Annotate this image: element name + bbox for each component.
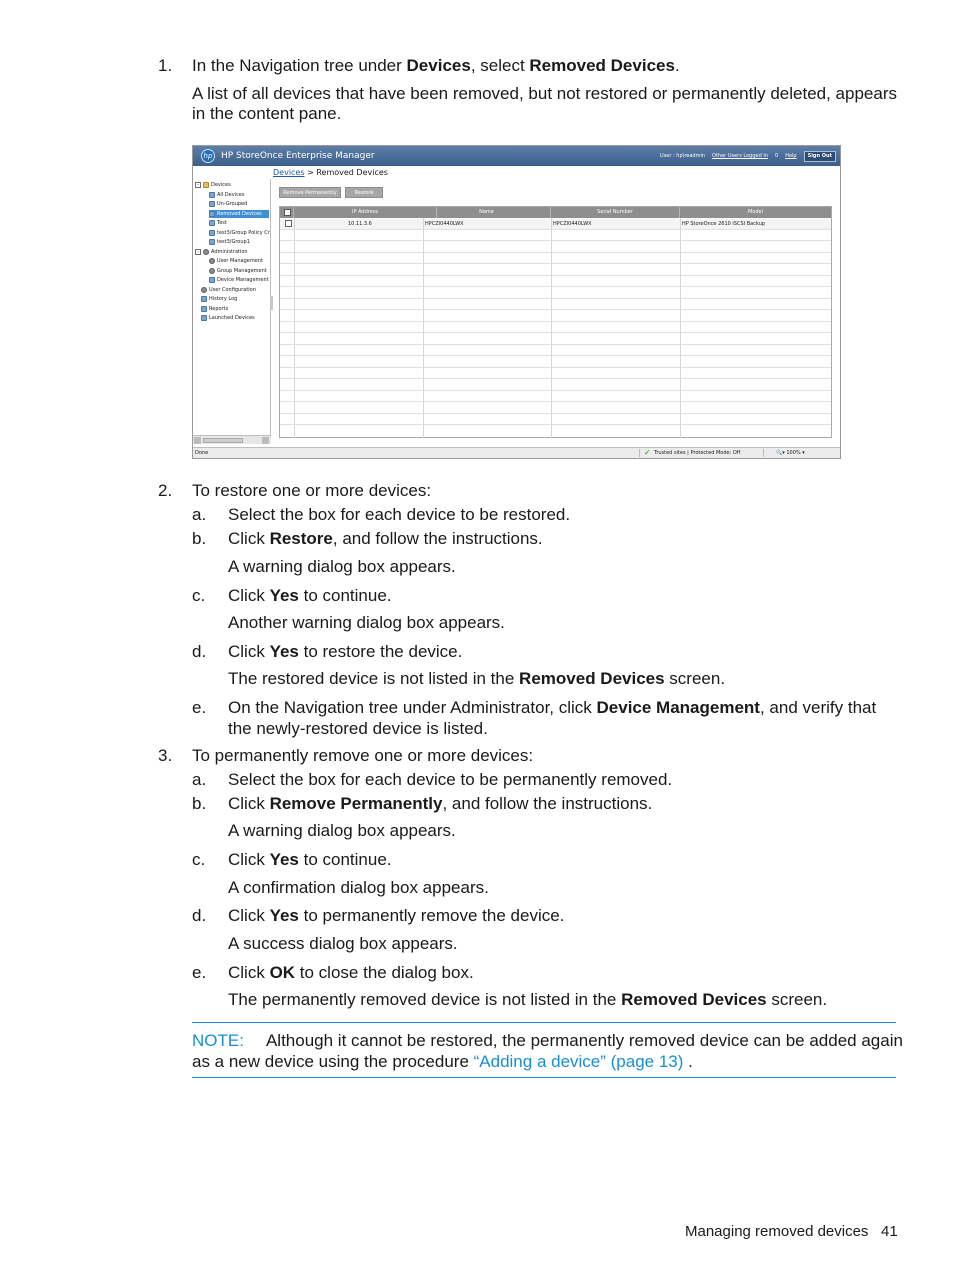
launch-icon [201,315,207,321]
note-line2: as a new device using the procedure “Adding a device” (page 13) . [192,1052,693,1071]
breadcrumb-devices-link[interactable]: Devices [273,168,305,177]
table-row [280,276,831,288]
step1-text-post: . [674,56,680,75]
status-done: Done [195,450,209,456]
step2e-text: On the Navigation tree under Administrator, click Device Management, and verify that [228,698,877,717]
step3b-result: A warning dialog box appears. [228,821,456,840]
device-icon [209,239,215,245]
table-row [280,379,831,391]
bold-yes: Yes [269,642,299,661]
substep-letter: c. [192,850,206,869]
step1-para-line2: in the content pane. [192,104,342,123]
note-top-rule [192,1022,896,1023]
table-row [280,345,831,357]
nav-group-management[interactable]: Group Management [209,267,267,275]
step2d-text: Click Yes to restore the device. [228,642,463,661]
column-ip-address[interactable]: IP Address [294,207,437,218]
removed-devices-screenshot [192,145,841,459]
hp-logo-icon: hp [201,149,215,163]
step1-bold-removed-devices: Removed Devices [529,56,675,75]
bold-removed-devices: Removed Devices [519,669,665,688]
group-icon [209,268,215,274]
app-titlebar [193,146,840,166]
substep-letter: a. [192,770,207,789]
table-row [280,287,831,299]
step1-text-pre: In the Navigation tree under [192,56,407,75]
other-users-link[interactable]: Other Users Logged In [712,153,768,159]
step2e-line2: the newly-restored device is listed. [228,719,488,738]
check-icon: ✓ [644,448,651,457]
step2b-result: A warning dialog box appears. [228,557,456,576]
table-row [280,391,831,403]
bold-yes: Yes [269,850,299,869]
step2d-result: The restored device is not listed in the Removed Devices screen. [228,669,726,688]
substep-letter: e. [192,963,207,982]
scroll-right-arrow-icon[interactable] [262,437,269,444]
substep-letter: e. [192,698,207,717]
note-label: NOTE: [192,1031,244,1050]
substep-letter: b. [192,794,207,813]
column-name[interactable]: Name [423,207,551,218]
nav-group-policy[interactable]: test3/Group Policy Cr [209,229,270,237]
table-row [280,322,831,334]
step3b-text: Click Remove Permanently, and follow the instructions. [228,794,653,813]
remove-permanently-button[interactable]: Remove Permanently [279,187,341,198]
sign-out-button[interactable]: Sign Out [804,151,836,162]
nav-un-grouped[interactable]: Un-Grouped [209,200,247,208]
device-icon [209,220,215,226]
device-icon [209,277,215,283]
column-model[interactable]: Model [747,209,763,215]
removed-devices-table [279,206,832,438]
table-row [280,264,831,276]
table-row [280,218,831,230]
header-links [660,150,836,162]
step3a-text: Select the box for each device to be permanently removed. [228,770,673,789]
bold-yes: Yes [269,906,299,925]
nav-user-configuration[interactable]: User Configuration [201,286,256,294]
nav-group1[interactable]: test3/Group1 [209,238,250,246]
step1-text-mid: , select [470,56,530,75]
nav-all-devices[interactable]: All Devices [209,191,245,199]
table-row [280,230,831,242]
nav-removed-devices[interactable]: Removed Devices [209,210,269,218]
substep-letter: b. [192,529,207,548]
adding-a-device-link[interactable]: “Adding a device” (page 13) [473,1052,684,1071]
cell-serial-number: HPCZI0440LWX [553,221,592,227]
device-icon [209,211,215,217]
substep-letter: a. [192,505,207,524]
breadcrumb-current: Removed Devices [316,168,388,177]
nav-administration[interactable]: - Administration [195,248,248,256]
step1-para-line1: A list of all devices that have been removed, but not restored or permanently deleted, appears [192,84,897,103]
user-label: User : hp\readmin [660,153,706,159]
step3e-result: The permanently removed device is not listed in the Removed Devices screen. [228,990,828,1009]
step-number: 3. [158,746,173,765]
pane-splitter[interactable] [270,296,273,310]
cell-ip-address: 10.11.3.6 [348,221,372,227]
help-link[interactable]: Help [785,153,797,159]
table-row [280,241,831,253]
step3c-text: Click Yes to continue. [228,850,392,869]
nav-reports[interactable]: Reports [201,305,228,313]
nav-test[interactable]: Test [209,219,227,227]
bold-restore: Restore [269,529,333,548]
step3d-text: Click Yes to permanently remove the device. [228,906,565,925]
scroll-thumb[interactable] [203,438,243,443]
table-row [280,356,831,368]
bold-device-management: Device Management [596,698,760,717]
device-icon [209,201,215,207]
reports-icon [201,306,207,312]
zoom-level[interactable]: 🔍▾ 100% ▾ [776,450,805,456]
log-icon [201,296,207,302]
step3c-result: A confirmation dialog box appears. [228,878,489,897]
table-row [280,414,831,426]
column-serial-number[interactable]: Serial Number [551,207,680,218]
bold-remove-permanently: Remove Permanently [269,794,443,813]
users-icon [209,258,215,264]
step2-intro: To restore one or more devices: [192,481,432,500]
restore-button[interactable]: Restore [345,187,383,198]
navigation-tree [193,179,271,435]
cell-model: HP StoreOnce 2610 iSCSI Backup [682,221,766,227]
step-number: 2. [158,481,173,500]
collapse-icon[interactable]: - [195,182,201,188]
bold-yes: Yes [269,586,299,605]
browser-status-bar [193,447,840,458]
admin-icon [203,249,209,255]
collapse-icon[interactable]: - [195,249,201,255]
note-line1: NOTE: Although it cannot be restored, the permanently removed device can be added again [192,1031,903,1050]
breadcrumb-separator: > [307,168,314,177]
step2c-text: Click Yes to continue. [228,586,392,605]
nav-launched-devices[interactable]: Launched Devices [201,314,255,322]
user-config-icon [201,287,207,293]
app-title: HP StoreOnce Enterprise Manager [221,151,375,161]
step2b-text: Click Restore, and follow the instructions. [228,529,543,548]
note-bottom-rule [192,1077,896,1078]
bold-ok: OK [269,963,296,982]
device-icon [209,230,215,236]
footer-section-title: Managing removed devices [685,1223,869,1240]
substep-letter: d. [192,642,207,661]
step2a-text: Select the box for each device to be restored. [228,505,571,524]
scroll-left-arrow-icon[interactable] [194,437,201,444]
bold-removed-devices: Removed Devices [621,990,767,1009]
table-row [280,310,831,322]
folder-icon [203,182,209,188]
table-row [280,368,831,380]
device-icon [209,192,215,198]
substep-letter: d. [192,906,207,925]
nav-horizontal-scrollbar[interactable] [193,435,271,444]
step-number: 1. [158,56,173,75]
step3d-result: A success dialog box appears. [228,934,458,953]
table-row [280,253,831,265]
step3e-text: Click OK to close the dialog box. [228,963,474,982]
status-security-zone: Trusted sites | Protected Mode: Off [654,450,741,456]
breadcrumb [273,167,388,178]
step2c-result: Another warning dialog box appears. [228,613,505,632]
table-row [280,299,831,311]
nav-user-management[interactable]: User Management [209,257,263,265]
step1-bold-devices: Devices [406,56,471,75]
step1-instruction [192,56,680,76]
step3-intro: To permanently remove one or more devices: [192,746,534,765]
cell-name: HPCZI0440LWX [425,221,464,227]
nav-devices[interactable]: - Devices [195,181,231,189]
other-users-count: 0 [775,153,779,159]
table-row [280,402,831,414]
page-number: 41 [881,1223,898,1240]
nav-history-log[interactable]: History Log [201,295,237,303]
table-row [280,333,831,345]
table-header [280,207,831,218]
substep-letter: c. [192,586,206,605]
nav-device-management[interactable]: Device Management [209,276,269,284]
